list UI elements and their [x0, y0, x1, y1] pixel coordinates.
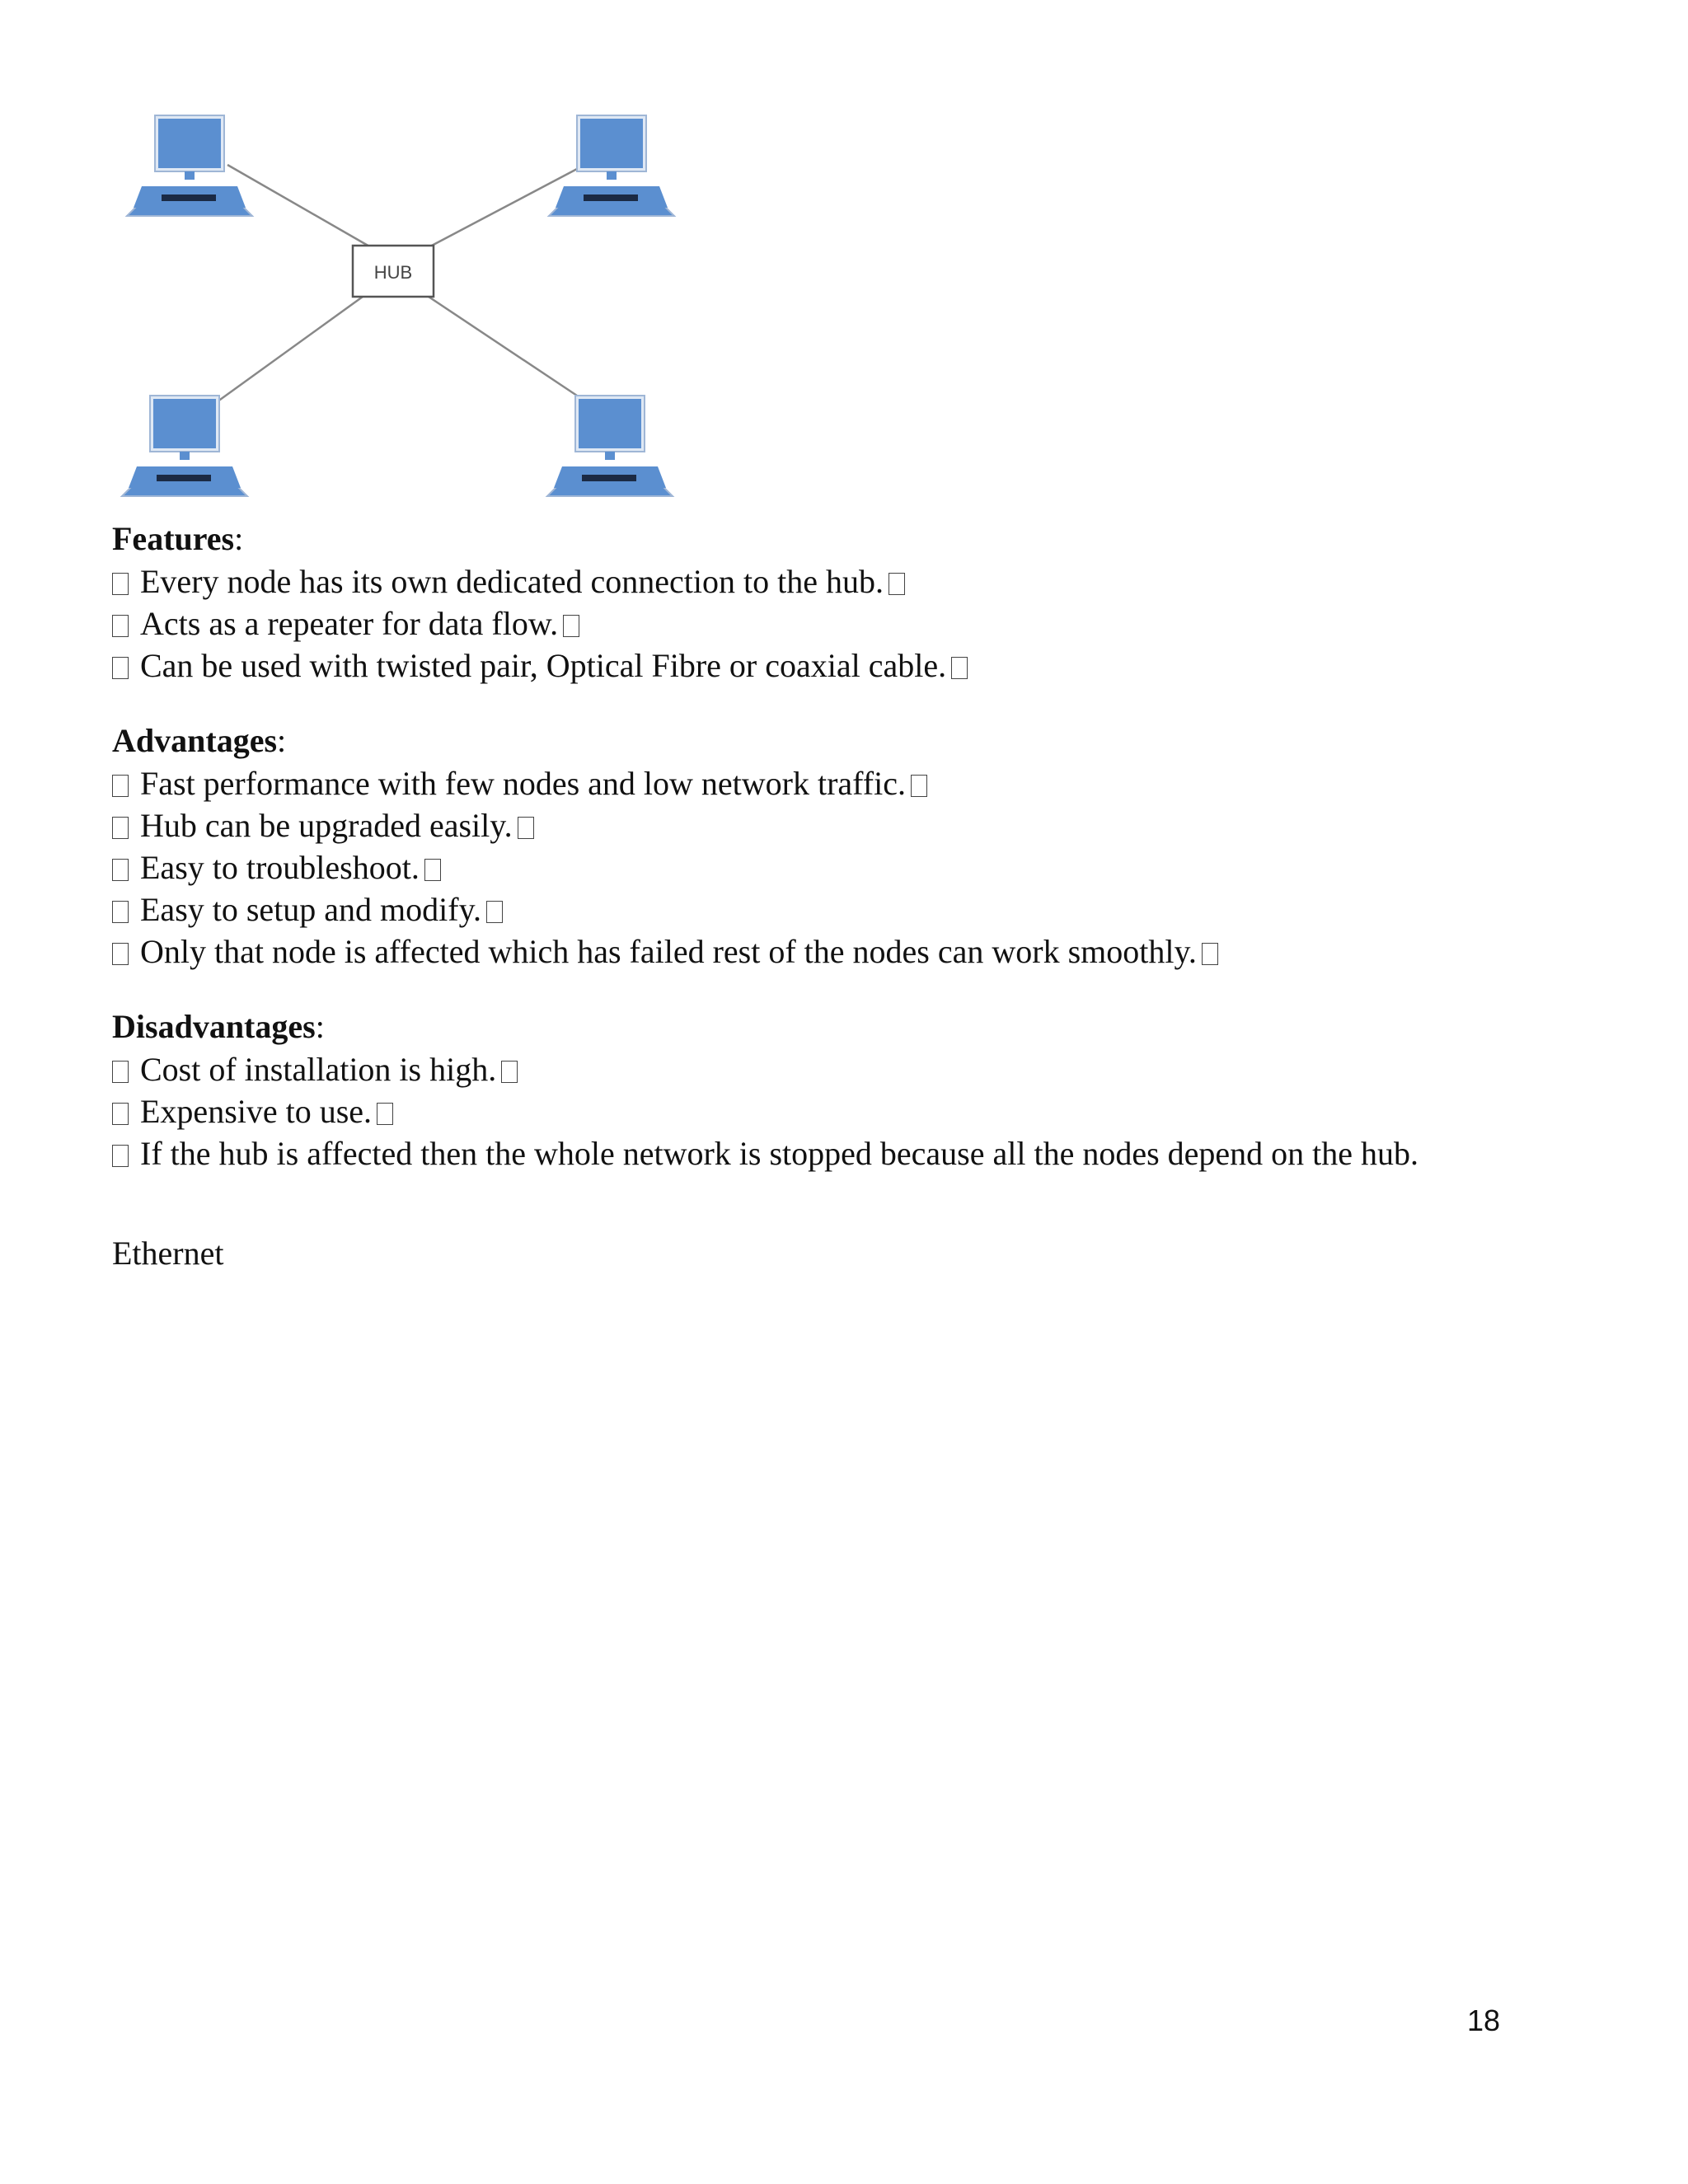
list-item-text: If the hub is affected then the whole network is stopped because all the nodes depend on the hub.	[140, 1135, 1419, 1172]
bullet-box-icon	[112, 657, 129, 679]
section-heading: Features:	[112, 520, 244, 557]
link-top-left	[227, 165, 371, 247]
computer-icon-bottom-right	[547, 396, 673, 496]
list-item-text: Hub can be upgraded easily.	[140, 807, 513, 844]
bullet-box-icon	[112, 1103, 129, 1125]
list-item-text: Fast performance with few nodes and low network traffic.	[140, 765, 906, 802]
list-item-text: Can be used with twisted pair, Optical Fibre or coaxial cable.	[140, 647, 947, 684]
ethernet-heading: Ethernet	[112, 1235, 224, 1272]
computer-icon-top-left	[127, 115, 252, 216]
list-item	[112, 1132, 1579, 1174]
missing-glyph-box-icon	[911, 775, 927, 797]
advantages-section	[112, 719, 1579, 972]
list-item	[112, 930, 1579, 972]
list-item-text: Easy to setup and modify.	[140, 891, 482, 928]
list-item-text: Only that node is affected which has failed rest of the nodes can work smoothly.	[140, 933, 1197, 970]
bullet-box-icon	[112, 573, 129, 595]
list-item	[112, 644, 1579, 687]
list-item-text: Every node has its own dedicated connection to the hub.	[140, 563, 884, 600]
hub-box	[353, 246, 434, 297]
list-item	[112, 1048, 1579, 1090]
disadvantages-section	[112, 1005, 1579, 1174]
advantages-heading: Advantages	[112, 722, 278, 759]
list-item	[112, 1090, 1579, 1132]
computer-icon-bottom-left	[122, 396, 247, 496]
bullet-box-icon	[112, 817, 129, 839]
bullet-box-icon	[112, 901, 129, 923]
list-item	[112, 560, 1579, 602]
missing-glyph-box-icon	[377, 1103, 393, 1125]
list-item	[112, 762, 1579, 804]
bullet-box-icon	[112, 775, 129, 797]
list-item-text: Easy to troubleshoot.	[140, 849, 420, 886]
bullet-box-icon	[112, 943, 129, 965]
missing-glyph-box-icon	[501, 1061, 518, 1083]
features-section	[112, 518, 1579, 687]
list-item-text: Cost of installation is high.	[140, 1051, 497, 1088]
missing-glyph-box-icon	[486, 901, 503, 923]
missing-glyph-box-icon	[424, 859, 441, 881]
section-heading: Advantages:	[112, 722, 287, 759]
bullet-box-icon	[112, 1061, 129, 1083]
section-heading: Disadvantages:	[112, 1008, 325, 1045]
bullet-box-icon	[112, 615, 129, 637]
link-bottom-right	[429, 297, 577, 396]
document-body	[112, 518, 1579, 1275]
missing-glyph-box-icon	[951, 657, 968, 679]
bullet-box-icon	[112, 1145, 129, 1167]
list-item-text: Acts as a repeater for data flow.	[140, 605, 559, 642]
missing-glyph-box-icon	[889, 573, 905, 595]
link-bottom-left	[214, 297, 363, 404]
bullet-box-icon	[112, 859, 129, 881]
hub-label: HUB	[373, 262, 413, 283]
disadvantages-heading: Disadvantages	[112, 1008, 316, 1045]
missing-glyph-box-icon	[1202, 943, 1218, 965]
star-topology-svg	[107, 107, 701, 503]
star-topology-diagram	[107, 107, 701, 503]
computer-icon-top-right	[549, 115, 674, 216]
list-item	[112, 888, 1579, 930]
link-top-right	[429, 169, 577, 247]
list-item	[112, 846, 1579, 888]
list-item-text: Expensive to use.	[140, 1093, 373, 1130]
page-number: 18	[1467, 2004, 1501, 2037]
list-item	[112, 804, 1579, 846]
missing-glyph-box-icon	[563, 615, 579, 637]
missing-glyph-box-icon	[518, 817, 534, 839]
list-item	[112, 602, 1579, 644]
features-heading: Features	[112, 520, 235, 557]
